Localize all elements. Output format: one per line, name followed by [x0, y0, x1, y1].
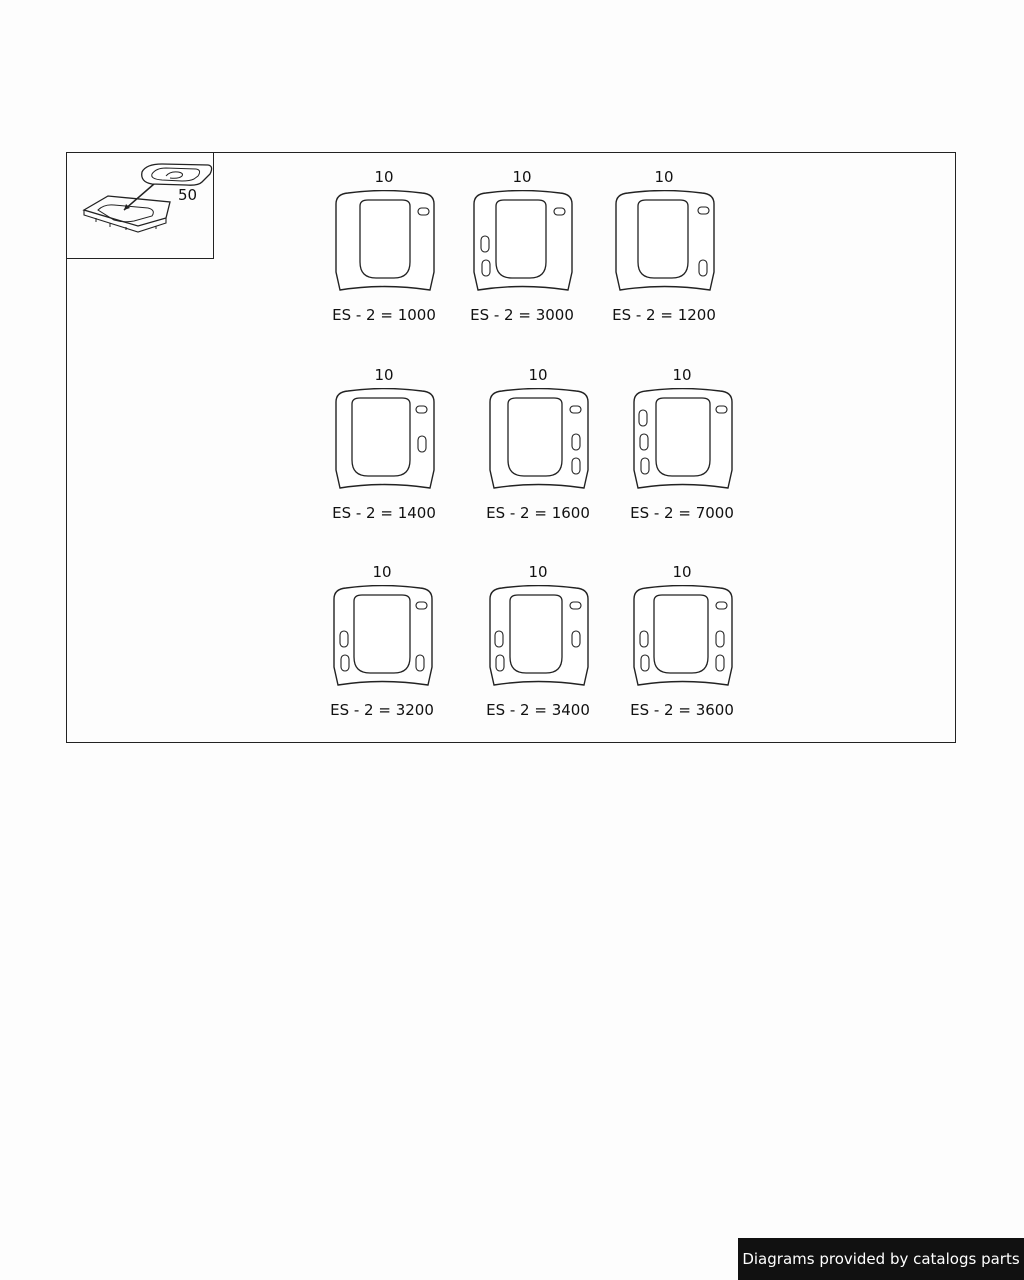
- trim-part-es2-1200: [614, 168, 724, 338]
- part-code: ES - 2 = 1200: [612, 306, 716, 324]
- trim-part-es2-3000: [472, 168, 582, 338]
- part-callout: 10: [672, 563, 692, 581]
- inset-callout-50: 50: [178, 186, 198, 204]
- credit-banner: Diagrams provided by catalogs parts: [738, 1238, 1024, 1280]
- part-code: ES - 2 = 3000: [470, 306, 574, 324]
- part-code: ES - 2 = 1400: [332, 504, 436, 522]
- part-code: ES - 2 = 7000: [630, 504, 734, 522]
- trim-part-es2-3400: [488, 563, 598, 733]
- part-callout: 10: [528, 366, 548, 384]
- part-callout: 10: [374, 366, 394, 384]
- trim-bezel-icon: [614, 190, 716, 294]
- trim-bezel-icon: [488, 585, 590, 689]
- part-code: ES - 2 = 3600: [630, 701, 734, 719]
- trim-part-es2-7000: [632, 366, 742, 536]
- part-callout: 10: [654, 168, 674, 186]
- trim-bezel-icon: [632, 585, 734, 689]
- part-callout: 10: [372, 563, 392, 581]
- trim-bezel-icon: [632, 388, 734, 492]
- trim-part-es2-1400: [334, 366, 444, 536]
- trim-bezel-icon: [334, 190, 436, 294]
- part-code: ES - 2 = 1600: [486, 504, 590, 522]
- part-callout: 10: [528, 563, 548, 581]
- trim-bezel-icon: [472, 190, 574, 294]
- trim-part-es2-1000: [334, 168, 444, 338]
- part-callout: 10: [512, 168, 532, 186]
- console-assembly-icon: [66, 152, 214, 259]
- trim-part-es2-3600: [632, 563, 742, 733]
- trim-bezel-icon: [332, 585, 434, 689]
- part-callout: 10: [672, 366, 692, 384]
- part-code: ES - 2 = 3200: [330, 701, 434, 719]
- trim-bezel-icon: [488, 388, 590, 492]
- trim-part-es2-3200: [332, 563, 442, 733]
- inset-overview: [66, 152, 214, 259]
- trim-part-es2-1600: [488, 366, 598, 536]
- part-code: ES - 2 = 3400: [486, 701, 590, 719]
- trim-bezel-icon: [334, 388, 436, 492]
- part-callout: 10: [374, 168, 394, 186]
- part-code: ES - 2 = 1000: [332, 306, 436, 324]
